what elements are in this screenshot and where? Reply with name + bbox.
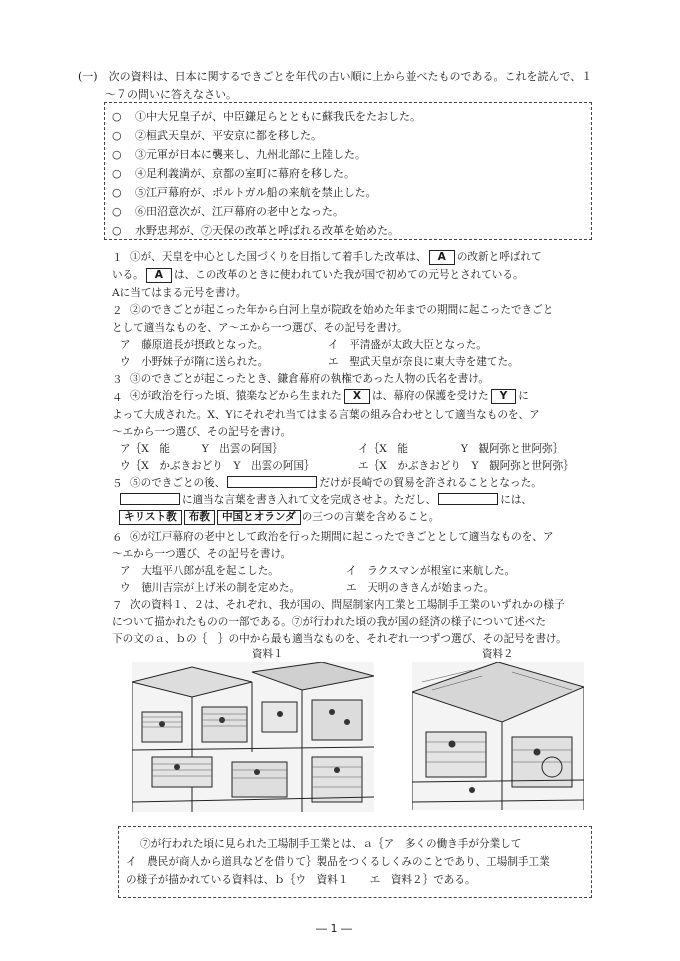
question-number: ４ — [112, 392, 123, 404]
answer-box-a: A — [429, 250, 455, 265]
event-item: ○ ①中大兄皇子が、中臣鎌足らとともに蘇我氏をたおした。 — [112, 110, 421, 123]
answer-blank — [438, 493, 498, 505]
event-item: ○ ③元軍が日本に襲来し、九州北部に上陸した。 — [112, 148, 366, 161]
summary-line3: の様子が描かれている資料は、ｂ｛ウ 資料１ エ 資料２｝である。 — [126, 874, 476, 886]
option-item: ウ 小野妹子が隋に送られた。 — [120, 356, 269, 368]
section-number: (一) — [78, 70, 98, 83]
q7-line2: について描かれたものの一部である。⑦が行われた頃の我が国の経済の様子について述べた — [112, 616, 546, 628]
q5-line1: ⑤のできごとの後、 だけが長崎での貿易を許されることとなった。 — [130, 477, 542, 489]
option-item: イ｛X 能 Y 観阿弥と世阿弥｝ — [358, 443, 564, 455]
section-intro-line1: 次の資料は、日本に関するできごとを年代の古い順に上から並べたものである。これを読んで、１ — [108, 70, 593, 83]
q3-line1: ③のできごとが起こったとき、鎌倉幕府の執権であった人物の氏名を書け。 — [130, 373, 490, 385]
q2-line2: として適当なものを、ア～エから一つ選び、その記号を書け。 — [112, 322, 408, 334]
option-item: エ 聖武天皇が奈良に東大寺を建てた。 — [328, 356, 519, 368]
keyword-box: 中国とオランダ — [217, 510, 301, 525]
q6-line2: ～エから一つ選び、その記号を書け。 — [112, 548, 292, 560]
event-item: ○ ⑥田沼意次が、江戸幕府の老中となった。 — [112, 205, 344, 218]
q1-line2: いる。 A は、この改革のときに使われていた我が国で初めての元号とされている。 — [112, 269, 524, 281]
answer-box-a: A — [146, 268, 172, 283]
q4-line2: よって大成された。X、Yにそれぞれ当てはまる言葉の組み合わせとして適当なものを、ア — [112, 409, 540, 421]
option-item: ア 藤原道長が摂政となった。 — [120, 339, 269, 351]
q6-line1: ⑥が江戸幕府の老中として政治を行った期間に起こったできごととして適当なものを、ア — [130, 531, 554, 543]
q7-line1: 次の資料１、２は、それぞれ、我が国の、問屋制家内工業と工場制手工業のいずれかの様子 — [130, 599, 565, 611]
option-item: イ 平清盛が太政大臣となった。 — [328, 339, 487, 351]
image-label: 資料１ — [252, 648, 284, 660]
option-item: ア｛X 能 Y 出雲の阿国｝ — [120, 443, 283, 455]
event-item: ○ 水野忠邦が、⑦天保の改革と呼ばれる改革を始めた。 — [112, 224, 399, 237]
question-number: ７ — [112, 600, 123, 612]
q4-line1: ④が政治を行った頃、猿楽などから生まれた X は、幕府の保護を受けた Y に — [130, 390, 529, 402]
question-number: ５ — [112, 478, 123, 490]
event-item: ○ ④足利義満が、京都の室町に幕府を移した。 — [112, 167, 355, 180]
answer-blank — [120, 493, 180, 505]
event-item: ○ ②桓武天皇が、平安京に都を移した。 — [112, 129, 322, 142]
question-number: ３ — [112, 374, 123, 386]
option-item: エ｛X かぶきおどり Y 観阿弥と世阿弥｝ — [358, 460, 574, 472]
answer-blank — [227, 476, 317, 488]
option-item: ア 大塩平八郎が乱を起こした。 — [120, 565, 279, 577]
page-number: ― 1 ― — [316, 922, 352, 935]
keyword-box: 布教 — [184, 510, 215, 525]
question-number: １ — [112, 252, 123, 264]
answer-box-x: X — [344, 389, 370, 404]
option-item: イ ラクスマンが根室に来航した。 — [346, 565, 516, 577]
q2-line1: ②のできごとが起こった年から白河上皇が院政を始めた年までの期間に起こったできごと — [130, 304, 554, 316]
summary-line1: ⑦が行われた頃に見られた工場制手工業とは、ａ｛ア 多くの働き手が分業して — [140, 838, 522, 850]
option-item: エ 天明のききんが始まった。 — [346, 582, 495, 594]
question-number: ２ — [112, 305, 123, 317]
option-item: ウ｛X かぶきおどり Y 出雲の阿国｝ — [120, 460, 315, 472]
answer-box-y: Y — [491, 389, 517, 404]
option-item: ウ 徳川吉宗が上げ米の制を定めた。 — [120, 582, 301, 594]
q5-line3: キリスト教 布教 中国とオランダ の三つの言葉を含めること。 — [118, 509, 439, 525]
cottage-illustration-2 — [412, 662, 584, 810]
q4-line3: ～エから一つ選び、その記号を書け。 — [112, 426, 292, 438]
q1-line1: ①が、天皇を中心とした国づくりを目指して着手した改革は、 A の改新と呼ばれて — [130, 251, 542, 263]
section-intro-line2: ～７の問いに答えなさい。 — [105, 88, 237, 101]
q1-line3: Aに当てはまる元号を書け。 — [112, 287, 247, 299]
image-label: 資料２ — [482, 648, 514, 660]
summary-line2: イ 農民が商人から道具などを借りて｝製品をつくるしくみのことであり、工場制手工業 — [126, 856, 550, 868]
q7-line3: 下の文のａ、ｂの｛ ｝の中から最も適当なものを、それぞれ一つずつ選び、その記号を書け。 — [112, 633, 567, 645]
section-intro — [78, 68, 592, 84]
event-item: ○ ⑤江戸幕府が、ポルトガル船の来航を禁止した。 — [112, 186, 377, 199]
question-number: ６ — [112, 532, 123, 544]
keyword-box: キリスト教 — [119, 510, 182, 525]
workshop-illustration-1 — [132, 662, 374, 812]
q5-line2: に適当な言葉を書き入れて文を完成させよ。ただし、 には、 — [118, 492, 532, 507]
